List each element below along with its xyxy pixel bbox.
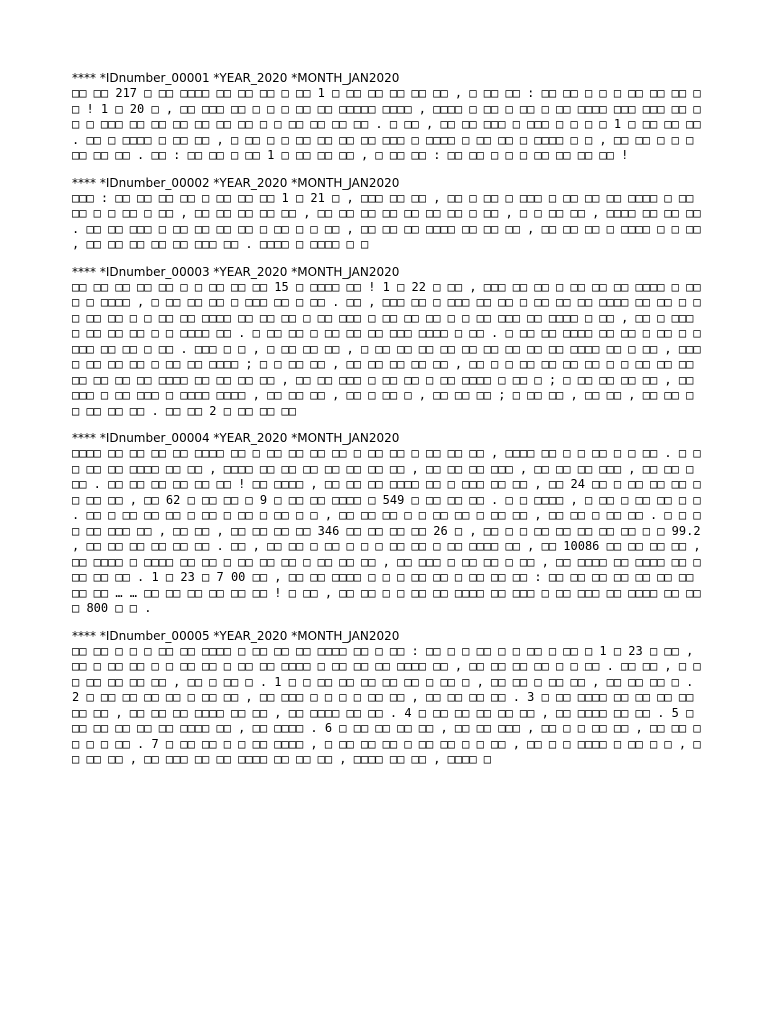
entry-body: □□□□ □□ □□ □□ □□ □□□□ □□ □ □□ □□ □□ □□ □ □□ □□ □ □□ □□ □□ , □□□□ □□ □ □ □□ □ □ □□ . □ □□ □□ □□ □□□□ □□ □□ , □□□□ □□ □□ □□ □□ □□ □□ □□ , □□ □□ □□ □□□ , □□ □□ □□ □□□ , □□ □□ □ □□ . □□ □□ □□ □□ □□ □□ ! □□ □□□□ , □□ □□ □□ □□□□ □□ □ □□□ □□ □□ , □□ 24 □□ □ □□ □□ □□ □□ □□ □□ , □□ 62 □ □□ □□ □ 9 □ □□ □□ □□□□ □ 549 □ □□ □□ □□ . □ □ □□□□ , □ □□ □ □□ □□ □ □ . □□ □ □□ □□ □□ □ □□ □ □□ □ □□ □ □ , □□ □□ □□ □ □ □□ □□ □ □□ □□ , □□ □□ □ □□ □□ . □ □ □□ □□ □□□ □□ , □□ □□ , □□ □□ □□ □□ 346 □□ □□ □□ □□ 26 □ , □□ □ □ □□ □□ □□ □□ □□ □ □ 99.2 , □□ □□ □□ □□ □□ □□ . □□ , □□ □□ □ □□ □ □ □ □□ □□ □ □□ □□□□ □□ , □□ 10086 □□ □□ □□ □□ , □□ □□□□ □ □□□□ □□ □□ □ □□ □□ □□ □ □□ □□ □□ , □□ □□□ □ □□ □□ □ □□ , □□ □□□□ □□ □□□□ □□ □ □□ □□ □□ . 1 □ 23 □ 7 00 □□ , □□ □□ □□□□ □ □ □ □□ □□ □ □□ □□ □□ : □□ □□ □□ □□ □□ □□ □□ □□ □□ … … □□ □□ □□ □□ □□ □□ ! □ □□ , □□ □□ □ □ □□ □□ □□□□ □□ □□□ □ □□ □□□ □□ □□□□ □□ □□ □ 800 □ □ . <box>72 446 708 615</box>
entry-3 <box>72 264 708 420</box>
document-page <box>72 71 708 780</box>
entry-header: **** *IDnumber_00004 *YEAR_2020 *MONTH_JAN2020 <box>72 431 400 445</box>
entry-header: **** *IDnumber_00003 *YEAR_2020 *MONTH_JAN2020 <box>72 264 400 279</box>
entry-4 <box>72 431 708 617</box>
entry-header: **** *IDnumber_00002 *YEAR_2020 *MONTH_JAN2020 <box>72 175 400 190</box>
entry-2 <box>72 175 708 253</box>
entry-1 <box>72 71 708 164</box>
entry-header: **** *IDnumber_00005 *YEAR_2020 *MONTH_JAN2020 <box>72 628 400 643</box>
entry-body: □□ □□ 217 □ □□ □□□□ □□ □□ □□ □ □□ 1 □ □□ □□ □□ □□ □□ , □ □□ □□ : □□ □□ □ □ □ □□ □□ □□ □□ ! 1 □ 20 □ , □□ □□□ □□ □ □ □ □□ □□ □□□□□ □□□□ , □□□□ □ □□ □ □□ □ □□ □□□□ □□□ □□□ □□ □□ □ □□□ □□ □□ □□ □□ □□ □□ □ □ □□ □□ □□ □□ . □ □□ , □□ □□ □□□ □ □□□ □ □ □ □ 1 □ □□ □□ □□ . □□ □ □□□□ □ □□ □□ , □ □□ □ □ □□ □□ □□ □□ □□□ □ □□□□ □ □□ □□ □ □□□□ □ □ , □□ □□ □ □ □ □□ □□ □□ . □□ : □□ □□ □ □□ 1 □ □□ □□ □□ , □ □□ □□ : □□ □□ □ □ □ □□ □□ □□ □□ ! <box>72 86 708 162</box>
entry-body: □□ □□ □□ □□ □□ □ □ □□ □□ □□ 15 □ □□□□ □□ ! 1 □ 22 □ □□ , □□□ □□ □□ □ □□ □□ □□ □□□□ □ □□ □ □ □□□□ , □ □□ □□ □□ □ □□□ □□ □ □□ . □□ , □□□ □□ □ □□□ □□ □□ □ □□ □□ □□ □□□□ □□ □□ □ □□ □□ □□ □ □ □□ □□ □□□□ □□ □□ □□ □ □□ □□□ □ □□ □□ □□ □ □ □□ □□□ □□ □□□□ □ □□ , □□ □ □□□ □ □□ □□ □□ □ □ □□□□ □□ . □ □□ □□ □ □□ □□ □□ □□□ □□□□ □ □□ . □ □□ □□ □□□□ □□ □□ □ □□ □ □ □□□ □□ □□ □ □□ . □□□ □ □ , □ □□ □□ □□ , □ □□ □□ □□ □□ □□ □□ □□ □□ □□ □□□□ □□ □ □□ , □□□□ □□ □□ □□ □ □□ □□ □□□□ ; □ □ □□ □□ , □□ □□ □□ □□ □□ , □□ □ □ □□ □□ □□ □□ □ □ □□ □□ □□ □□ □□ □□ □□ □□□□ □□ □□ □□ □□ , □□ □□ □□□ □ □□ □□ □ □□ □□□□ □ □□ □ ; □ □□ □□ □□ □□ , □□ □□□ □ □□ □□□ □ □□□□ □□□□ , □□ □□ □□ , □□ □ □□ □ , □□ □□ □□ ; □ □□ □□ , □□ □□ , □□ □□ □ □ □□ □□ □□ . □□ □□ 2 □ □□ □□ □□ <box>72 279 708 418</box>
entry-body: □□□ : □□ □□ □□ □□ □ □□ □□ □□ 1 □ 21 □ , □□□ □□ □□ , □□ □ □□ □ □□□ □ □□ □□ □□ □□□□ □ □□ □□ □ □ □□ □ □□ , □□ □□ □□ □□ □□ , □□ □□ □□ □□ □□ □□ □□ □ □□ , □ □ □□ □□ , □□□□ □□ □□ □□ . □□ □□ □□□ □ □□ □□ □□ □□ □ □□ □ □ □□ , □□ □□ □□ □□□□ □□ □□ □□ , □□ □□ □□ □ □□□□ □ □ □□ , □□ □□ □□ □□ □□ □□□ □□ . □□□□ □ □□□□ □ □ <box>72 190 708 251</box>
entry-5 <box>72 629 702 768</box>
entry-header: **** *IDnumber_00001 *YEAR_2020 *MONTH_JAN2020 <box>72 71 400 85</box>
entry-body: □□ □□ □ □ □ □□ □□ □□□□ □ □□ □□ □□ □□□□ □□ □ □□ : □□ □ □ □□ □ □ □□ □ □□ □ 1 □ 23 □ □□ , □□ □ □□ □□ □ □ □□ □□ □ □□ □□ □□□□ □ □□ □□ □□ □□□□ □□ , □□ □□ □□ □□ □ □ □□ . □□ □□ , □ □□ □□ □□ □□ □□ , □□ □ □□ □ . 1 □ □ □□ □□ □□ □□ □□ □ □□ □ , □□ □□ □ □□ □□ , □□ □□ □□ □ . 2 □ □□ □□ □□ □□ □ □□ □□ , □□ □□□ □ □ □ □ □□ □□ , □□ □□ □□ □□ . 3 □ □□ □□□□ □□ □□ □□ □□ □□ □□ , □□ □□ □□ □□□□ □□ □□ , □□ □□□□ □□ □□ . 4 □ □□ □□ □□ □□ □□ , □□ □□□□ □□ □□ . 5 □ □□ □□ □□ □□ □□ □□□□ □□ , □□ □□□□ . 6 □ □□ □□ □□ □□ , □□ □□ □□□ , □□ □ □ □□ □□ , □□ □□ □□ □ □ □□ . 7 □ □□ □□ □ □ □□ □□□□ , □ □□ □□ □□ □ □□ □□ □ □ □□ , □□ □ □ □□□□ □ □□ □ □ , □□ □□ □□ , □□ □□□ □□ □□ □□□□ □□ □□ □□ , □□□□ □□ □□ , □□□□ □ <box>72 643 701 766</box>
